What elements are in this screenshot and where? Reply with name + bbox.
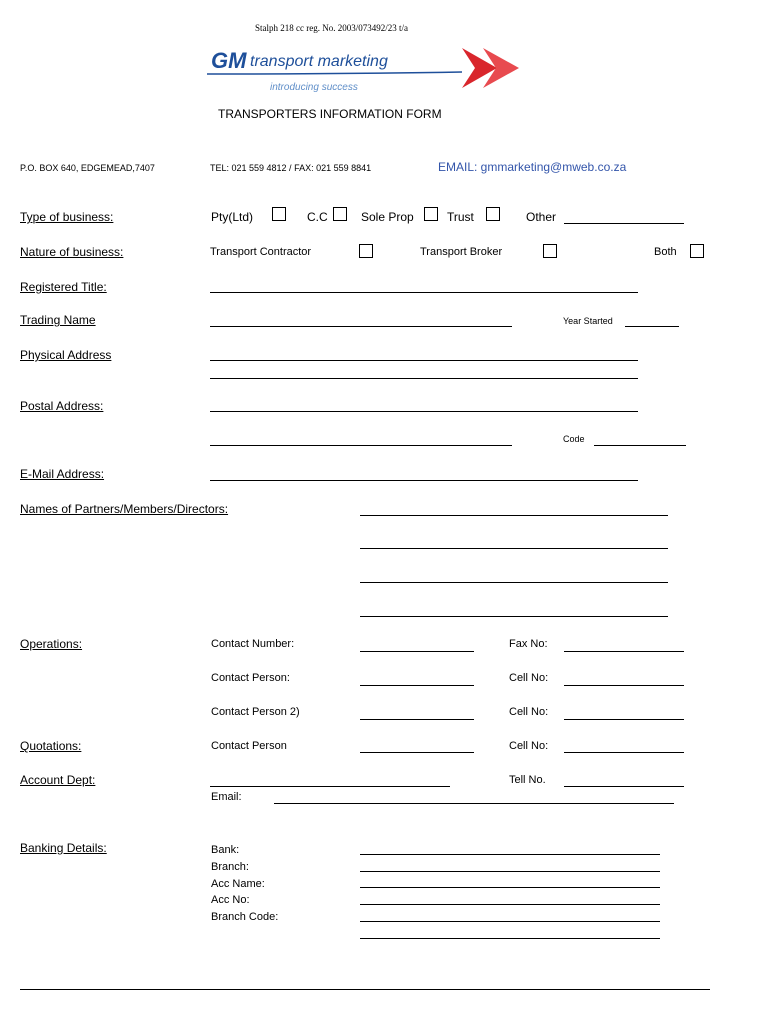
option-cc: C.C	[307, 210, 328, 224]
year-started-label: Year Started	[563, 316, 613, 326]
partners-label: Names of Partners/Members/Directors:	[20, 502, 229, 516]
trading-name-label: Trading Name	[20, 313, 96, 327]
physical-address-field-1[interactable]	[210, 360, 638, 361]
partners-field-4[interactable]	[360, 616, 668, 617]
option-transport-contractor: Transport Contractor	[210, 246, 312, 258]
registered-title-label: Registered Title:	[20, 280, 107, 294]
email-address-label: E-Mail Address:	[20, 467, 105, 481]
email-address-field[interactable]	[210, 480, 638, 481]
acc-no-label: Acc No:	[211, 894, 250, 907]
tel-fax: TEL: 021 559 4812 / FAX: 021 559 8841	[210, 163, 372, 173]
type-of-business-label: Type of business:	[20, 210, 114, 224]
contact-number-label: Contact Number:	[211, 638, 295, 650]
option-sole-prop: Sole Prop	[361, 210, 414, 224]
bank-field[interactable]	[360, 854, 660, 855]
account-email-field[interactable]	[274, 803, 674, 804]
account-email-label: Email:	[211, 791, 242, 803]
physical-address-field-2[interactable]	[210, 378, 638, 379]
postal-address-field-2[interactable]	[210, 445, 512, 446]
partners-field-3[interactable]	[360, 582, 668, 583]
bottom-divider	[20, 989, 710, 990]
tell-no-label: Tell No.	[509, 774, 546, 786]
company-email: EMAIL: gmmarketing@mweb.co.za	[438, 160, 627, 174]
operations-label: Operations:	[20, 637, 83, 651]
contact-number-field[interactable]	[360, 651, 474, 652]
fax-no-field[interactable]	[564, 651, 684, 652]
option-pty-ltd: Pty(Ltd)	[211, 210, 254, 224]
checkbox-cc[interactable]	[333, 207, 347, 221]
acc-no-field[interactable]	[360, 904, 660, 905]
postal-address-field-1[interactable]	[210, 411, 638, 412]
quotations-contact-person-field[interactable]	[360, 752, 474, 753]
quotations-cell-no-label: Cell No:	[509, 740, 549, 752]
year-started-field[interactable]	[625, 326, 679, 327]
acc-name-label: Acc Name:	[211, 877, 265, 890]
checkbox-transport-broker[interactable]	[543, 244, 557, 258]
physical-address-label: Physical Address	[20, 348, 112, 362]
banking-fields-list	[211, 842, 278, 926]
red-chevrons-icon	[207, 44, 527, 96]
fax-no-label: Fax No:	[509, 638, 548, 650]
cell-no-field[interactable]	[564, 685, 684, 686]
option-transport-broker: Transport Broker	[420, 246, 503, 258]
branch-label: Branch:	[211, 860, 249, 873]
checkbox-pty-ltd[interactable]	[272, 207, 286, 221]
contact-person-2-field[interactable]	[360, 719, 474, 720]
cell-no-2-field[interactable]	[564, 719, 684, 720]
form-title: TRANSPORTERS INFORMATION FORM	[218, 107, 442, 121]
banking-details-label: Banking Details:	[20, 841, 107, 855]
code-field[interactable]	[594, 445, 686, 446]
checkbox-trust[interactable]	[486, 207, 500, 221]
option-other: Other	[526, 210, 557, 224]
nature-of-business-label: Nature of business:	[20, 245, 124, 259]
contact-person-2-label: Contact Person 2)	[211, 706, 300, 718]
extra-banking-field[interactable]	[360, 938, 660, 939]
account-dept-field[interactable]	[210, 786, 450, 787]
code-label: Code	[563, 434, 585, 444]
contact-person-label: Contact Person:	[211, 672, 290, 684]
checkbox-both[interactable]	[690, 244, 704, 258]
po-box: P.O. BOX 640, EDGEMEAD,7407	[20, 163, 155, 173]
contact-person-field[interactable]	[360, 685, 474, 686]
acc-name-field[interactable]	[360, 887, 660, 888]
quotations-label: Quotations:	[20, 739, 82, 753]
company-logo: GM transport marketing introducing success	[205, 44, 530, 100]
cell-no-label: Cell No:	[509, 672, 549, 684]
checkbox-sole-prop[interactable]	[424, 207, 438, 221]
partners-field-2[interactable]	[360, 548, 668, 549]
account-dept-label: Account Dept:	[20, 773, 96, 787]
registered-title-field[interactable]	[210, 292, 638, 293]
quotations-contact-person-label: Contact Person	[211, 740, 287, 752]
tell-no-field[interactable]	[564, 786, 684, 787]
registration-text: Stalph 218 cc reg. No. 2003/073492/23 t/a	[255, 23, 408, 33]
branch-field[interactable]	[360, 871, 660, 872]
postal-address-label: Postal Address:	[20, 399, 104, 413]
checkbox-transport-contractor[interactable]	[359, 244, 373, 258]
quotations-cell-no-field[interactable]	[564, 752, 684, 753]
branch-code-field[interactable]	[360, 921, 660, 922]
branch-code-label: Branch Code:	[211, 911, 279, 924]
trading-name-field[interactable]	[210, 326, 512, 327]
other-field[interactable]	[564, 223, 684, 224]
bank-label: Bank:	[211, 844, 240, 856]
option-trust: Trust	[447, 210, 474, 224]
cell-no-2-label: Cell No:	[509, 706, 549, 718]
option-both: Both	[654, 246, 677, 258]
partners-field-1[interactable]	[360, 515, 668, 516]
